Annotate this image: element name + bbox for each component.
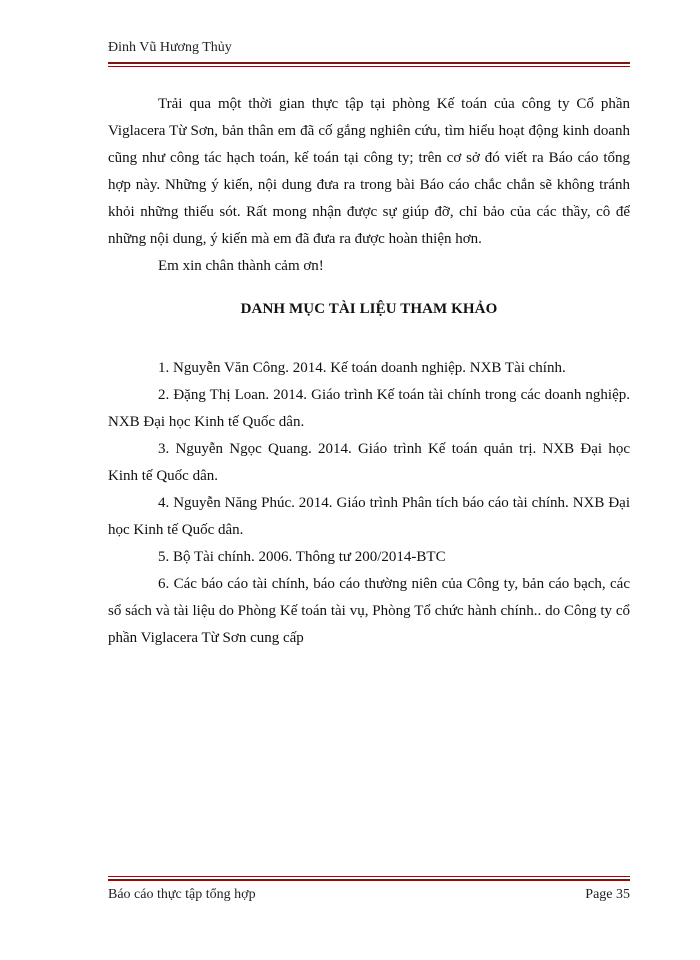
reference-item: 5. Bộ Tài chính. 2006. Thông tư 200/2014-BTC [158,549,446,565]
reference-item: 3. Nguyễn Ngọc Quang. 2014. Giáo trình Kế toán quản trị. NXB Đại học Kinh tế Quốc dân. [108,441,630,484]
footer-rule-thin [108,876,630,877]
header-rule-thick [108,62,630,64]
header-author: Đinh Vũ Hương Thủy [108,40,232,55]
closing-paragraph: Trải qua một thời gian thực tập tại phòng Kế toán của công ty Cổ phần Viglacera Từ Sơn, bản thân em đã cố gắng nghiên cứu, tìm hiểu hoạt động kinh doanh cũng như công tác hạch toán, kế toán tại công ty; trên cơ sở đó viết ra Báo cáo tổng hợp này. Những ý kiến, nội dung đưa ra trong bài Báo cáo chắc chắn sẽ không tránh khỏi những thiếu sót. Rất mong nhận được sự giúp đỡ, chỉ bảo của các thầy, cô để những nội dung, ý kiến mà em đã đưa ra được hoàn thiện hơn. [108,96,630,247]
reference-item: 1. Nguyễn Văn Công. 2014. Kế toán doanh nghiệp. NXB Tài chính. [158,360,566,376]
reference-item: 2. Đặng Thị Loan. 2014. Giáo trình Kế toán tài chính trong các doanh nghiệp. NXB Đại học Kinh tế Quốc dân. [108,387,630,430]
references-title: DANH MỤC TÀI LIỆU THAM KHẢO [240,301,498,317]
header-rule-thin [108,66,630,67]
page-number: Page 35 [585,887,630,902]
reference-item: 4. Nguyễn Năng Phúc. 2014. Giáo trình Phân tích báo cáo tài chính. NXB Đại học Kinh tế Quốc dân. [108,495,630,538]
thanks-line: Em xin chân thành cảm ơn! [158,258,324,274]
reference-item: 6. Các báo cáo tài chính, báo cáo thường niên của Công ty, bản cáo bạch, các sổ sách và tài liệu do Phòng Kế toán tài vụ, Phòng Tổ chức hành chính.. do Công ty cổ phần Viglacera Từ Sơn cung cấp [108,576,630,646]
footer-report-title: Báo cáo thực tập tổng hợp [108,887,256,902]
document-body [108,91,630,652]
footer-rule-thick [108,879,630,881]
references-list [108,355,630,652]
